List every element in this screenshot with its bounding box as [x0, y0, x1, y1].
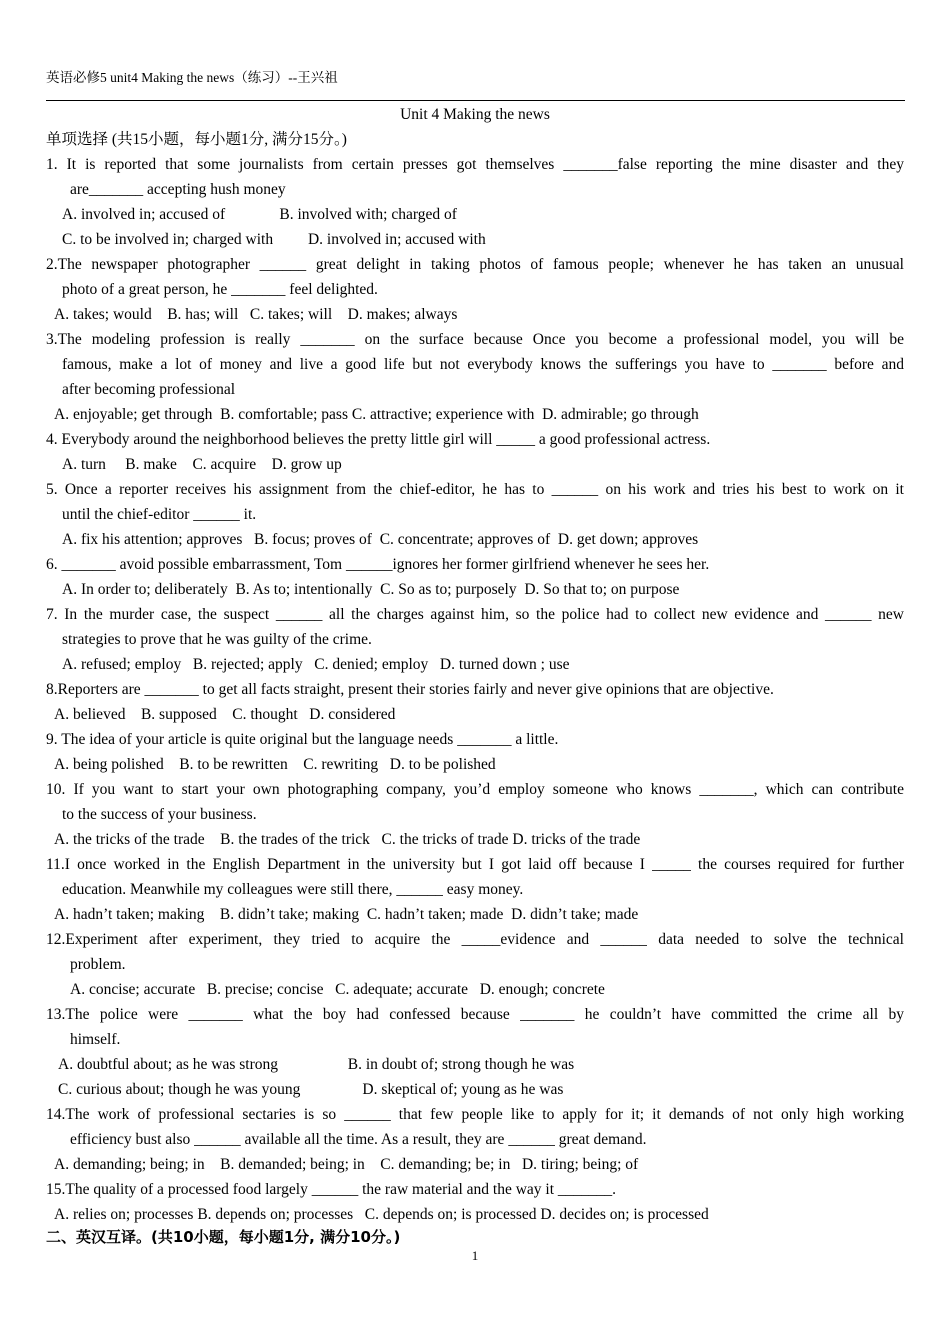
- question-3-options: A. enjoyable; get through B. comfortable; pass C. attractive; experience with D. admirable; go through: [54, 406, 699, 423]
- question-10-continued: to the success of your business.: [62, 806, 257, 823]
- question-7-options: A. refused; employ B. rejected; apply C. denied; employ D. turned down ; use: [62, 656, 570, 673]
- question-14-continued: efficiency bust also ______ available all the time. As a result, they are ______ great demand.: [70, 1131, 647, 1148]
- question-5-text: 5. Once a reporter receives his assignment from the chief-editor, he has to ______ on his work and tries his best to work on it: [46, 481, 904, 498]
- question-13-text: 13.The police were _______ what the boy had confessed because _______ he couldn’t have committed the crime all by: [46, 1006, 904, 1023]
- question-1-text: 1. It is reported that some journalists from certain presses got themselves _______false reporting the mine disaster and they: [46, 156, 904, 173]
- question-12-text: 12.Experiment after experiment, they tried to acquire the _____evidence and ______ data needed to solve the technical: [46, 931, 904, 948]
- question-13-options-cd: C. curious about; though he was young D. skeptical of; young as he was: [58, 1081, 564, 1098]
- section-heading-translation: 二、英汉互译。(共10小题，每小题1分, 满分10分。): [46, 1228, 401, 1246]
- question-3-text: 3.The modeling profession is really _______ on the surface because Once you become a professional model, you will be: [46, 331, 904, 348]
- document-header: 英语必修5 unit4 Making the news（练习）--王兴祖: [46, 70, 338, 85]
- question-13-continued: himself.: [70, 1031, 121, 1048]
- question-12-continued: problem.: [70, 956, 126, 973]
- page-number: 1: [471, 1248, 479, 1263]
- question-11-text: 11.I once worked in the English Department in the university but I got laid off because I _____ the courses required for further: [46, 856, 904, 873]
- question-5-continued: until the chief-editor ______ it.: [62, 506, 257, 523]
- question-4-options: A. turn B. make C. acquire D. grow up: [62, 456, 342, 473]
- question-6-options: A. In order to; deliberately B. As to; intentionally C. So as to; purposely D. So that to; on purpose: [62, 581, 680, 598]
- question-12-options: A. concise; accurate B. precise; concise C. adequate; accurate D. enough; concrete: [70, 981, 605, 998]
- question-1-continued: are_______ accepting hush money: [70, 181, 286, 198]
- question-5-options: A. fix his attention; approves B. focus; proves of C. concentrate; approves of D. get down; approves: [62, 531, 699, 548]
- question-8-options: A. believed B. supposed C. thought D. considered: [54, 706, 396, 723]
- question-10-text: 10. If you want to start your own photographing company, you’d employ someone who knows _______, which can contribute: [46, 781, 904, 798]
- question-2-continued: photo of a great person, he _______ feel delighted.: [62, 281, 378, 298]
- question-15-options: A. relies on; processes B. depends on; processes C. depends on; is processed D. decides on; is processed: [54, 1206, 709, 1223]
- question-2-options: A. takes; would B. has; will C. takes; will D. makes; always: [54, 306, 458, 323]
- page-title: Unit 4 Making the news: [400, 106, 550, 123]
- question-2-text: 2.The newspaper photographer ______ great delight in taking photos of famous people; whenever he has taken an unusual: [46, 256, 904, 273]
- question-1-options-cd: C. to be involved in; charged with D. involved in; accused with: [62, 231, 486, 248]
- section-heading-multiple-choice: 单项选择 (共15小题，每小题1分, 满分15分。): [46, 131, 347, 148]
- question-14-options: A. demanding; being; in B. demanded; being; in C. demanding; be; in D. tiring; being; of: [54, 1156, 639, 1173]
- question-13-options-ab: A. doubtful about; as he was strong B. in doubt of; strong though he was: [58, 1056, 575, 1073]
- question-8-text: 8.Reporters are _______ to get all facts straight, present their stories fairly and never give opinions that are objective.: [46, 681, 774, 698]
- question-9-options: A. being polished B. to be rewritten C. rewriting D. to be polished: [54, 756, 496, 773]
- question-3-continued-2: after becoming professional: [62, 381, 236, 398]
- question-3-continued: famous, make a lot of money and live a good life but not everybody knows the sufferings you have to _______ before and: [62, 356, 904, 373]
- question-10-options: A. the tricks of the trade B. the trades of the trick C. the tricks of trade D. tricks of the trade: [54, 831, 641, 848]
- question-11-continued: education. Meanwhile my colleagues were still there, ______ easy money.: [62, 881, 524, 898]
- question-6-text: 6. _______ avoid possible embarrassment, Tom ______ignores her former girlfriend whenever he sees her.: [46, 556, 710, 573]
- question-15-text: 15.The quality of a processed food largely ______ the raw material and the way it _______.: [46, 1181, 617, 1198]
- question-4-text: 4. Everybody around the neighborhood believes the pretty little girl will _____ a good professional actress.: [46, 431, 711, 448]
- question-9-text: 9. The idea of your article is quite original but the language needs _______ a little.: [46, 731, 559, 748]
- question-7-continued: strategies to prove that he was guilty of the crime.: [62, 631, 372, 648]
- question-11-options: A. hadn’t taken; making B. didn’t take; making C. hadn’t taken; made D. didn’t take; made: [54, 906, 639, 923]
- question-14-text: 14.The work of professional sectaries is so ______ that few people like to apply for it; it demands of not only high working: [46, 1106, 904, 1123]
- question-7-text: 7. In the murder case, the suspect ______ all the charges against him, so the police had to collect new evidence and ______ new: [46, 606, 904, 623]
- question-1-options-ab: A. involved in; accused of B. involved with; charged of: [62, 206, 457, 223]
- header-rule: [46, 100, 905, 101]
